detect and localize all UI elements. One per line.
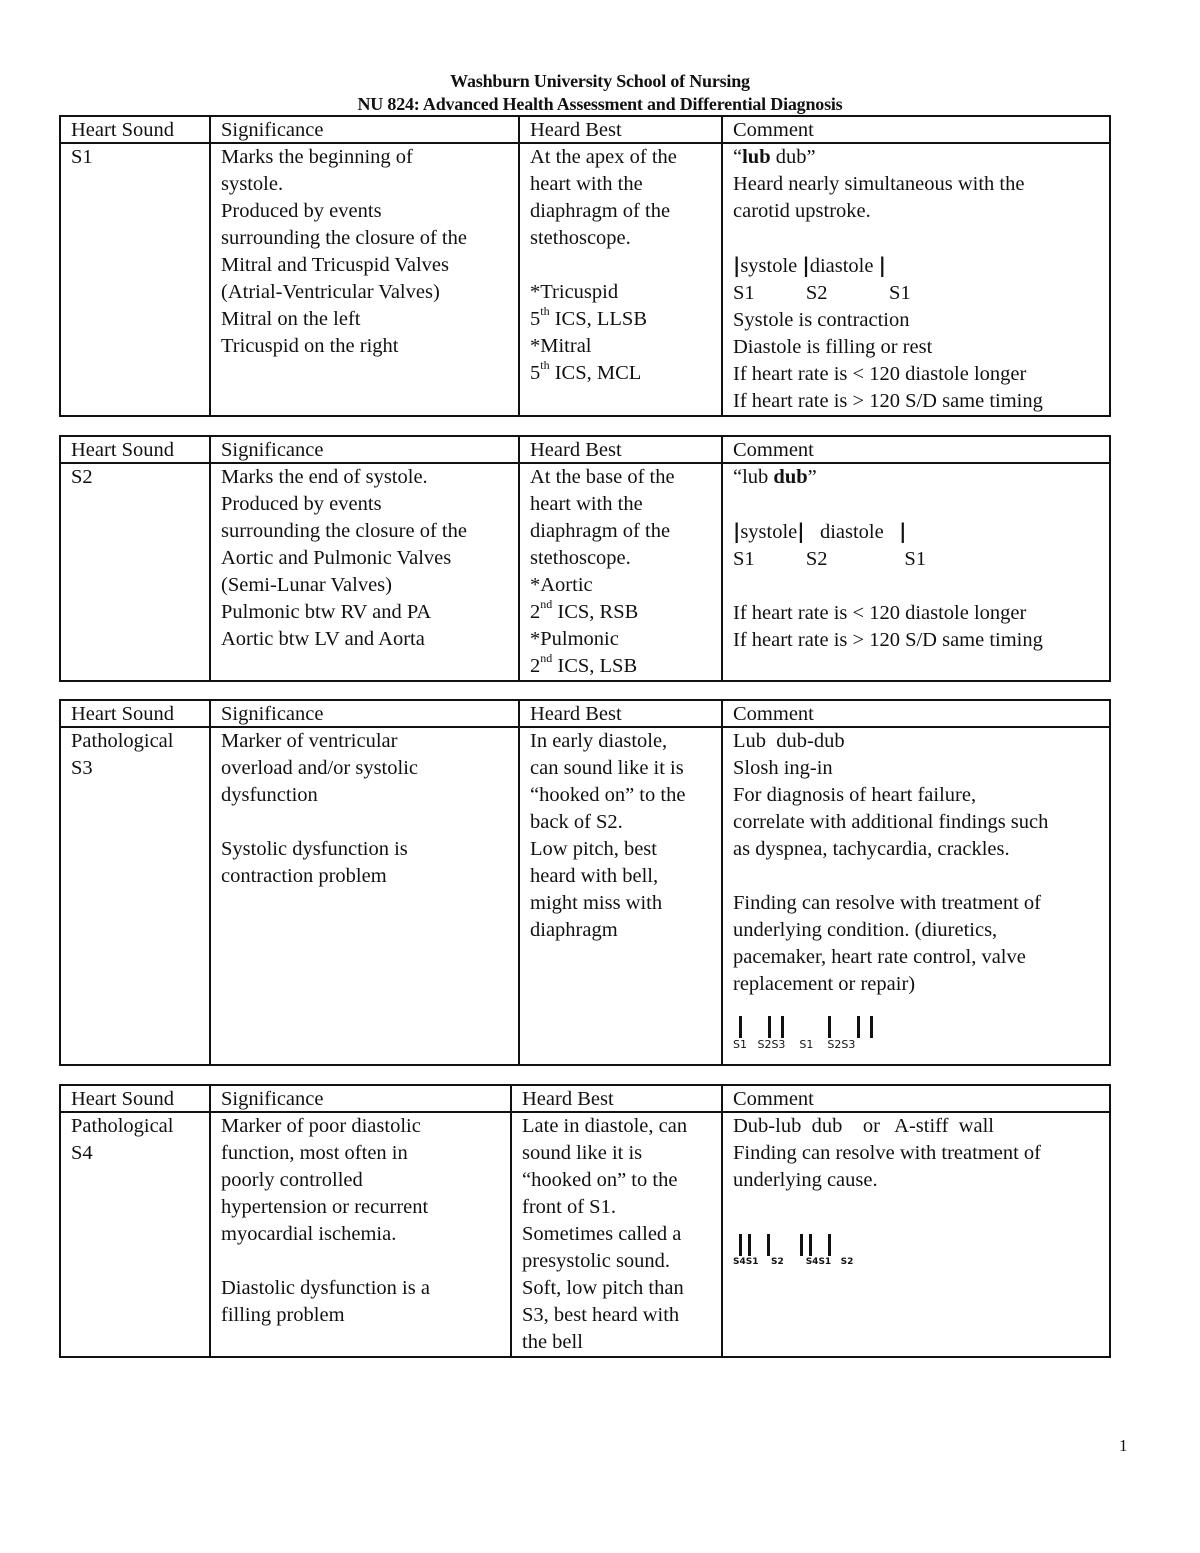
comment-cell: Dub-lub dub or A-stiff wall Finding can resolve with treatment of underlying cause. S4S1 S2 S4S1 S2: [722, 1112, 1110, 1357]
significance-cell: Marks the end of systole. Produced by events surrounding the closure of the Aortic and Pulmonic Valves (Semi-Lunar Valves) Pulmonic btw RV and PA Aortic btw LV and Aorta: [210, 463, 519, 681]
comment-cell: Lub dub-dub Slosh ing-in For diagnosis of heart failure, correlate with additional findings such as dyspnea, tachycardia, crackles. Finding can resolve with treatment of underlying condition. (diuretics, pacemaker, heart rate control, valve replacement or repair) S1 S2S3 S1 S2S3: [722, 727, 1110, 1065]
tick-s4: [739, 1234, 742, 1256]
col-heart-sound: Heart Sound: [60, 700, 210, 727]
s3-tick-diagram: [733, 1012, 1101, 1038]
tick-s1: [739, 1016, 742, 1038]
table-header-row: [60, 436, 1110, 463]
s3-tick-labels: S1 S2S3 S1 S2S3: [733, 1038, 856, 1051]
table-row: [60, 463, 1110, 681]
significance-cell: Marker of poor diastolic function, most often in poorly controlled hypertension or recurrent myocardial ischemia. Diastolic dysfunction is a filling problem: [210, 1112, 511, 1357]
col-comment: Comment: [722, 116, 1110, 143]
tick-s1: [809, 1234, 812, 1256]
table-row: [60, 143, 1110, 416]
heard-best-cell: At the apex of the heart with the diaphragm of the stethoscope. *Tricuspid 5th ICS, LLSB *Mitral 5th ICS, MCL: [519, 143, 722, 416]
tick-s1: [828, 1016, 831, 1038]
col-heard-best: Heard Best: [511, 1085, 722, 1112]
document-header: [0, 70, 1200, 116]
table-header-row: [60, 116, 1110, 143]
col-significance: Significance: [210, 700, 519, 727]
significance-cell: Marker of ventricular overload and/or systolic dysfunction Systolic dysfunction is contraction problem: [210, 727, 519, 1065]
s4-tick-diagram: [733, 1230, 1101, 1256]
heard-best-cell: Late in diastole, can sound like it is “hooked on” to the front of S1. Sometimes called a presystolic sound. Soft, low pitch than S3, best heard with the bell: [511, 1112, 722, 1357]
heart-sound-cell: Pathological S3: [60, 727, 210, 1065]
heart-sound-cell: Pathological S4: [60, 1112, 210, 1357]
col-heart-sound: Heart Sound: [60, 436, 210, 463]
tick-s1: [748, 1234, 751, 1256]
course-title: NU 824: Advanced Health Assessment and Differential Diagnosis: [357, 94, 843, 114]
table-row: [60, 727, 1110, 1065]
cycle-diagram: |systole| diastole |: [733, 519, 907, 543]
col-comment: Comment: [722, 700, 1110, 727]
col-heart-sound: Heart Sound: [60, 1085, 210, 1112]
col-heart-sound: Heart Sound: [60, 116, 210, 143]
heart-sound-cell: S1: [60, 143, 210, 416]
comment-cell: “lub dub” |systole| diastole | S1 S2 S1 If heart rate is < 120 diastole longer If heart rate is > 120 S/D same timing: [722, 463, 1110, 681]
heard-best-cell: At the base of the heart with the diaphragm of the stethoscope. *Aortic 2nd ICS, RSB *Pulmonic 2nd ICS, LSB: [519, 463, 722, 681]
table-header-row: [60, 1085, 1110, 1112]
school-title: Washburn University School of Nursing: [450, 71, 750, 91]
heard-best-cell: In early diastole, can sound like it is “hooked on” to the back of S2. Low pitch, best heard with bell, might miss with diaphragm: [519, 727, 722, 1065]
col-heard-best: Heard Best: [519, 436, 722, 463]
cycle-diagram: |systole |diastole |: [733, 253, 886, 277]
tick-s2: [857, 1016, 860, 1038]
table-header-row: [60, 700, 1110, 727]
tick-s2: [767, 1234, 770, 1256]
table-row: [60, 1112, 1110, 1357]
comment-cell: “lub dub” Heard nearly simultaneous with the carotid upstroke. |systole |diastole | S1 S2 S1 Systole is contraction Diastole is filling or rest If heart rate is < 120 diastole longer If heart rate is > 120 S/D same timing: [722, 143, 1110, 416]
tick-s2: [828, 1234, 831, 1256]
col-heard-best: Heard Best: [519, 116, 722, 143]
tick-s3: [781, 1016, 784, 1038]
col-significance: Significance: [210, 116, 519, 143]
col-comment: Comment: [722, 436, 1110, 463]
significance-cell: Marks the beginning of systole. Produced by events surrounding the closure of the Mitral and Tricuspid Valves (Atrial-Ventricular Valves) Mitral on the left Tricuspid on the right: [210, 143, 519, 416]
page-number: 1: [1119, 1436, 1128, 1455]
col-significance: Significance: [210, 1085, 511, 1112]
tick-s3: [870, 1016, 873, 1038]
col-significance: Significance: [210, 436, 519, 463]
s4-table: [59, 1084, 1111, 1358]
s2-table: [59, 435, 1111, 682]
col-heard-best: Heard Best: [519, 700, 722, 727]
tick-s4: [800, 1234, 803, 1256]
heart-sound-cell: S2: [60, 463, 210, 681]
s3-table: [59, 699, 1111, 1066]
col-comment: Comment: [722, 1085, 1110, 1112]
s1-table: [59, 115, 1111, 417]
tick-s2: [768, 1016, 771, 1038]
s4-tick-labels: S4S1 S2 S4S1 S2: [733, 1257, 854, 1267]
